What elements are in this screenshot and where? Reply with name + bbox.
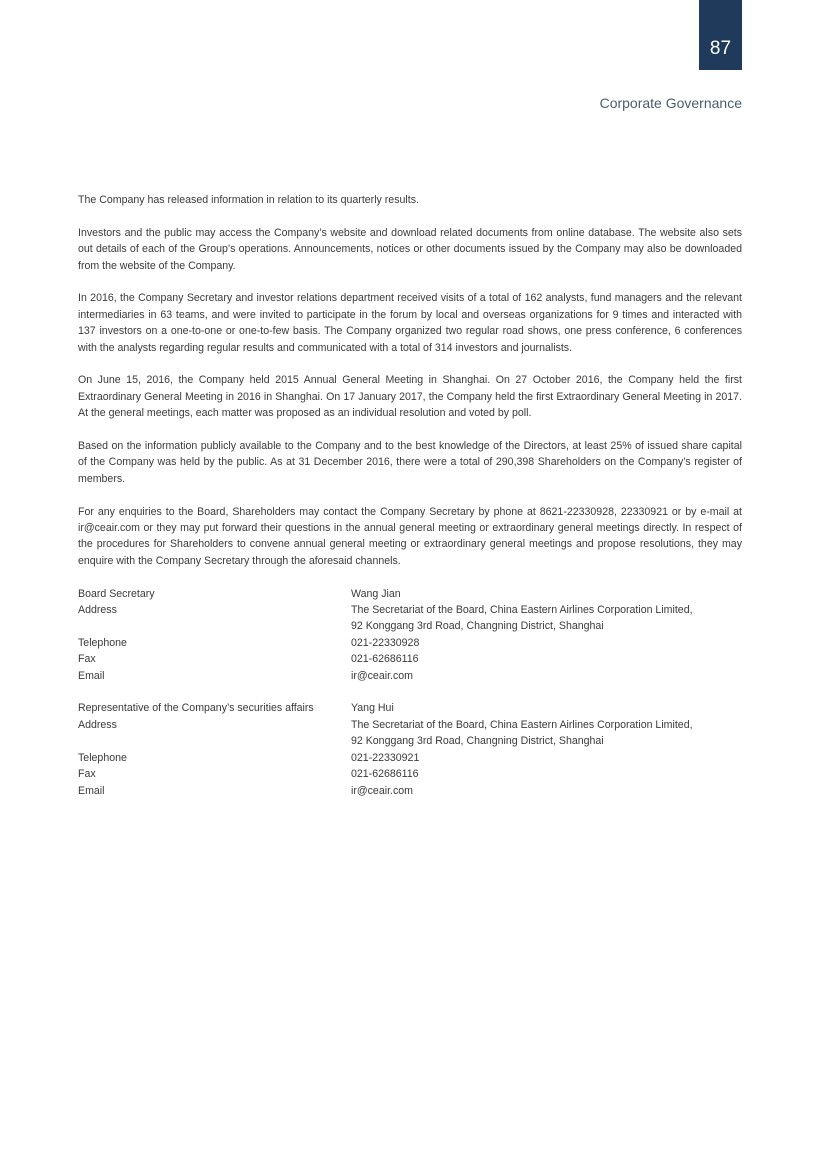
- contact-email-label: Email: [78, 669, 105, 682]
- section-title: Corporate Governance: [599, 95, 742, 111]
- contact-email-label: Email: [78, 784, 105, 797]
- contact-securities-representative: [78, 700, 742, 798]
- contact-row-email: [78, 783, 742, 799]
- contact-telephone: 021-22330921: [351, 751, 420, 764]
- contact-address-label: Address: [78, 718, 117, 731]
- paragraph-quarterly-results: The Company has released information in relation to its quarterly results.: [78, 194, 419, 206]
- contact-role-label: Representative of the Company’s securities affairs: [78, 702, 314, 715]
- page-number: 87: [709, 38, 732, 59]
- contact-spacer: [78, 684, 742, 700]
- contact-address-line2: 92 Konggang 3rd Road, Changning District, Shanghai: [351, 620, 604, 633]
- contact-row-role: [78, 700, 742, 716]
- contact-address: [351, 717, 742, 750]
- contact-name: Wang Jian: [351, 587, 401, 600]
- contact-fax-label: Fax: [78, 768, 96, 781]
- paragraph-website: Investors and the public may access the Company’s website and download related documents from online database. The website also sets out details of each of the Group’s operations. Announcements, notices or other documents issued by the Company may also be downloaded from the website of the Company.: [78, 226, 742, 272]
- contact-name: Yang Hui: [351, 702, 394, 715]
- document-body: [78, 192, 742, 799]
- contact-address-label: Address: [78, 604, 117, 617]
- paragraph-investor-relations: In 2016, the Company Secretary and investor relations department received visits of a total of 162 analysts, fund managers and the relevant intermediaries in 63 teams, and were invited to participate in the forum by local and overseas organizations for 9 times and interacted with 137 investors on a one-to-one or one-to-few basis. The Company organized two regular road shows, one press conference, 6 conferences with the analysts regarding regular results and communicated with a total of 314 investors and journalists.: [78, 292, 742, 354]
- contact-address-line1: The Secretariat of the Board, China Eastern Airlines Corporation Limited,: [351, 604, 693, 617]
- contact-fax: 021-62686116: [351, 653, 419, 666]
- contact-board-secretary: [78, 586, 742, 684]
- contact-fax-label: Fax: [78, 653, 96, 666]
- paragraph-public-float: Based on the information publicly available to the Company and to the best knowledge of the Directors, at least 25% of issued share capital of the Company was held by the public. As at 31 December 2016, there were a total of 290,398 Shareholders on the Company’s register of members.: [78, 440, 742, 485]
- page-number-tab: [699, 0, 742, 70]
- contact-address: [351, 602, 742, 635]
- contact-row-telephone: [78, 750, 742, 766]
- contact-fax: 021-62686116: [351, 768, 419, 781]
- contact-telephone-label: Telephone: [78, 751, 127, 764]
- contact-telephone-label: Telephone: [78, 636, 127, 649]
- paragraph-general-meetings: On June 15, 2016, the Company held 2015 Annual General Meeting in Shanghai. On 27 October 2016, the Company held the first Extraordinary General Meeting in 2016 in Shanghai. On 17 January 2017, the Company held the first Extraordinary General Meeting in 2017. At the general meetings, each matter was proposed as an individual resolution and voted by poll.: [78, 374, 742, 420]
- contact-email: ir@ceair.com: [351, 669, 413, 682]
- contact-telephone: 021-22330928: [351, 636, 420, 649]
- contact-address-line1: The Secretariat of the Board, China Eastern Airlines Corporation Limited,: [351, 718, 693, 731]
- contact-row-email: [78, 668, 742, 684]
- paragraph-enquiries: For any enquiries to the Board, Shareholders may contact the Company Secretary by phone at 8621-22330928, 22330921 or by e-mail at ir@ceair.com or they may put forward their questions in the annual general meeting or extraordinary general meetings directly. In respect of the procedures for Shareholders to convene annual general meeting or extraordinary general meetings and propose resolutions, they may enquire with the Company Secretary through the aforesaid channels.: [78, 505, 742, 567]
- contact-row-fax: [78, 766, 742, 782]
- contact-address-line2: 92 Konggang 3rd Road, Changning District, Shanghai: [351, 735, 604, 748]
- contact-row-telephone: [78, 635, 742, 651]
- contact-row-role: [78, 586, 742, 602]
- contact-row-fax: [78, 651, 742, 667]
- contact-row-address: [78, 602, 742, 635]
- contact-email: ir@ceair.com: [351, 784, 413, 797]
- contact-role-label: Board Secretary: [78, 587, 155, 600]
- contact-row-address: [78, 717, 742, 750]
